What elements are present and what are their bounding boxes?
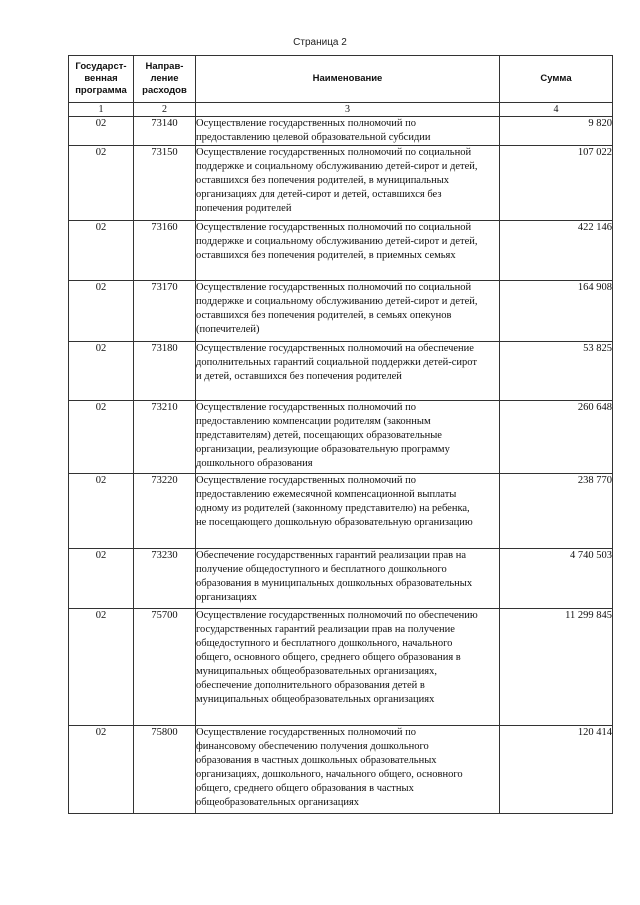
program-cell: 02 (69, 401, 134, 474)
budget-table (68, 55, 613, 814)
table-row (69, 401, 613, 474)
table-row (69, 609, 613, 726)
direction-cell: 73230 (134, 549, 196, 609)
sum-cell: 9 820 (500, 117, 613, 146)
direction-cell: 73150 (134, 146, 196, 221)
page-number-label: Страница 2 (293, 37, 347, 48)
table-header-row (69, 56, 613, 103)
name-cell: Осуществление государственных полномочий по социальной поддержке и социальному обслуживанию детей-сирот и детей, оставшихся без попечения родителей, в семьях опекунов (попечителей) (196, 281, 500, 342)
column-number: 4 (500, 103, 613, 117)
direction-cell: 73160 (134, 221, 196, 281)
name-cell: Осуществление государственных полномочий на обеспечение дополнительных гарантий социальной поддержки детей-сирот и детей, оставшихся без попечения родителей (196, 342, 500, 401)
direction-cell: 73220 (134, 474, 196, 549)
direction-cell: 73170 (134, 281, 196, 342)
sum-cell: 107 022 (500, 146, 613, 221)
program-cell: 02 (69, 474, 134, 549)
sum-cell: 53 825 (500, 342, 613, 401)
column-number: 2 (134, 103, 196, 117)
sum-cell: 422 146 (500, 221, 613, 281)
table-row (69, 221, 613, 281)
sum-cell: 238 770 (500, 474, 613, 549)
program-cell: 02 (69, 549, 134, 609)
sum-cell: 164 908 (500, 281, 613, 342)
name-cell: Осуществление государственных полномочий по финансовому обеспечению получения дошкольного образования в частных дошкольных образовательных организациях, дошкольного, начального общего, основного общего, среднего общего образования в частных общеобразовательных организациях (196, 726, 500, 814)
table-row (69, 146, 613, 221)
table-row (69, 342, 613, 401)
header-program: Государст- венная программа (69, 56, 134, 103)
sum-cell: 4 740 503 (500, 549, 613, 609)
direction-cell: 75700 (134, 609, 196, 726)
table-row (69, 474, 613, 549)
name-cell: Обеспечение государственных гарантий реализации прав на получение общедоступного и бесплатного дошкольного образования в муниципальных дошкольных образовательных организациях (196, 549, 500, 609)
column-number: 3 (196, 103, 500, 117)
direction-cell: 73140 (134, 117, 196, 146)
name-cell: Осуществление государственных полномочий по предоставлению ежемесячной компенсационной выплаты одному из родителей (законному представителю) на ребенка, не посещающего дошкольную образовательную организацию (196, 474, 500, 549)
header-sum: Сумма (500, 56, 613, 103)
table-row (69, 117, 613, 146)
sum-cell: 120 414 (500, 726, 613, 814)
program-cell: 02 (69, 117, 134, 146)
table-row (69, 281, 613, 342)
table-row (69, 549, 613, 609)
direction-cell: 73210 (134, 401, 196, 474)
program-cell: 02 (69, 146, 134, 221)
program-cell: 02 (69, 609, 134, 726)
sum-cell: 11 299 845 (500, 609, 613, 726)
column-number: 1 (69, 103, 134, 117)
header-name: Наименование (196, 56, 500, 103)
header-direction: Направ- ление расходов (134, 56, 196, 103)
direction-cell: 75800 (134, 726, 196, 814)
program-cell: 02 (69, 281, 134, 342)
name-cell: Осуществление государственных полномочий по социальной поддержке и социальному обслуживанию детей-сирот и детей, оставшихся без попечения родителей, в муниципальных организациях для детей-сирот и детей, оставшихся без попечения родителей (196, 146, 500, 221)
table-row (69, 726, 613, 814)
sum-cell: 260 648 (500, 401, 613, 474)
program-cell: 02 (69, 726, 134, 814)
program-cell: 02 (69, 342, 134, 401)
column-number-row (69, 103, 613, 117)
name-cell: Осуществление государственных полномочий по предоставлению целевой образовательной субсидии (196, 117, 500, 146)
name-cell: Осуществление государственных полномочий по социальной поддержке и социальному обслуживанию детей-сирот и детей, оставшихся без попечения родителей, в приемных семьях (196, 221, 500, 281)
name-cell: Осуществление государственных полномочий по предоставлению компенсации родителям (законным представителям) детей, посещающих образовательные организации, реализующие образовательную программу дошкольного образования (196, 401, 500, 474)
program-cell: 02 (69, 221, 134, 281)
direction-cell: 73180 (134, 342, 196, 401)
name-cell: Осуществление государственных полномочий по обеспечению государственных гарантий реализации прав на получение общедоступного и бесплатного дошкольного, начального общего, основного общего, среднего общего образования в муниципальных общеобразовательных организациях, обеспечение дополнительного образования детей в муниципальных общеобразовательных организациях (196, 609, 500, 726)
